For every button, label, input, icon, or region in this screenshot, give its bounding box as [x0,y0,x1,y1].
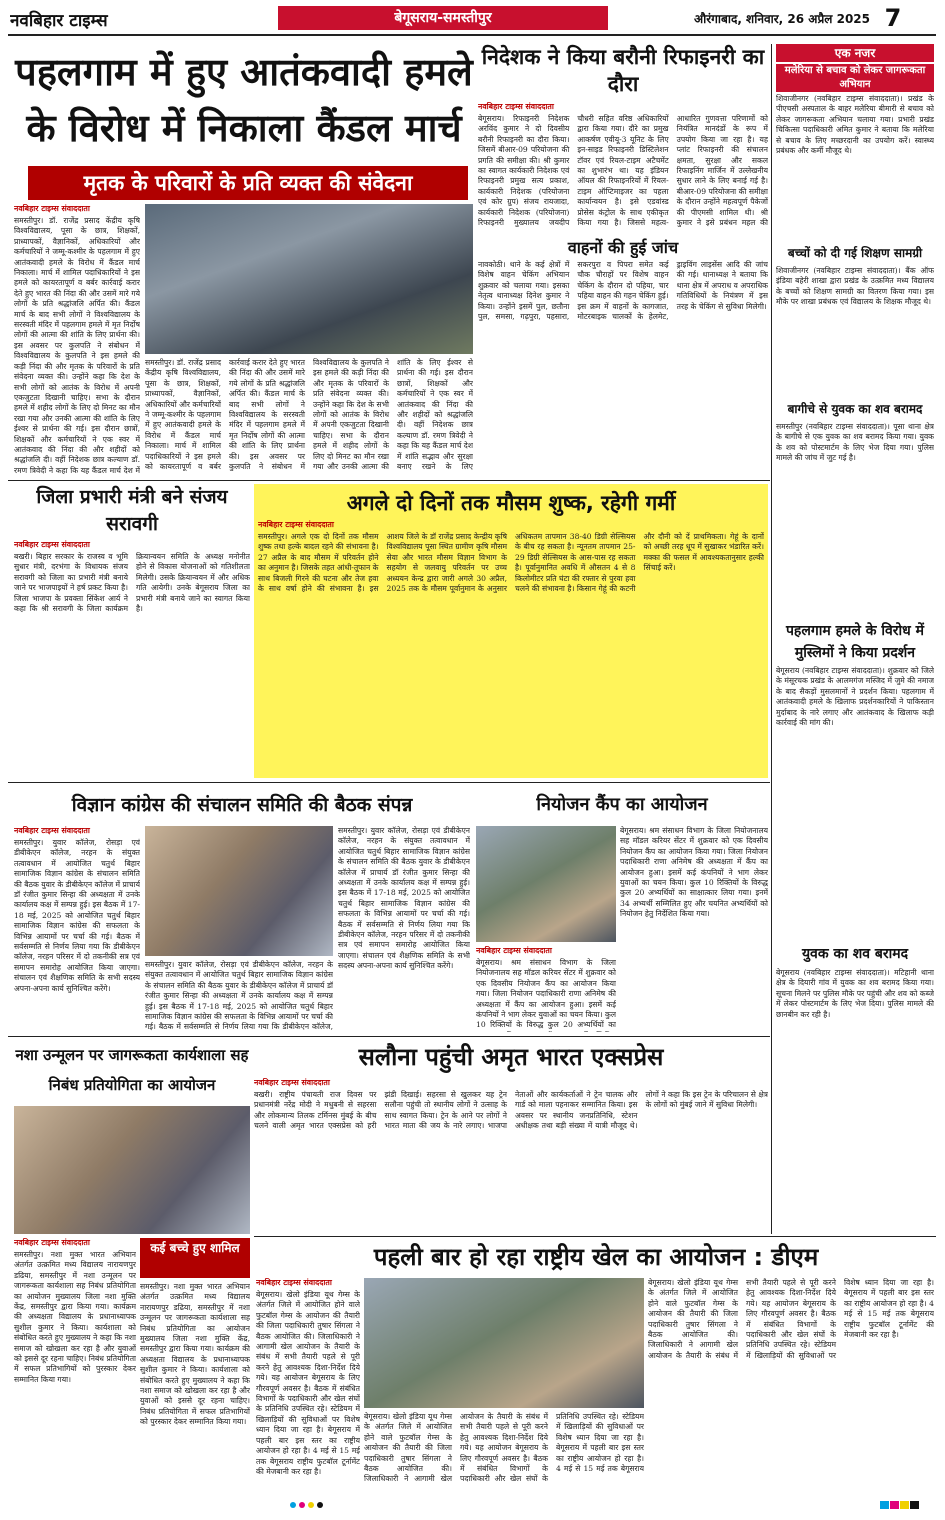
minister-headline: जिला प्रभारी मंत्री बने संजय सरावगी [36,486,228,535]
minister-story [14,540,250,780]
minister-body: बखरी। बिहार सरकार के राजस्व व भूमि सुधार मंत्री, दरभंगा के विधायक संजय सरावगी को जिला का प्रभारी मंत्री बनाये जाने पर भाजपाइयों ने हर्ष प्रकट किया है। जिला भाजपा के प्रवक्ता सिंकेश आर्य ने कहा कि श्री सरावगी के जिला कार्यक्रम क्रियान्वयन समिति के अध्यक्ष मनोनीत होने से विकास योजनाओं को गतिशीलता मिलेगी। उसके क्रियान्वयन में और अधिक गति आयेगी। उनके बेगूसराय जिला का प्रभारी मंत्री बनाये जाने का स्वागत किया है। [14,552,250,614]
sports-story-left [256,1278,360,1492]
drug-body: समस्तीपुर। नशा मुक्त भारत अभियान अंतर्गत उत्क्रमित मध्य विद्यालय नारायणपुर डढिया, समस्तीपुर में नशा उन्मूलन पर जागरूकता कार्यशाला सह निबंध प्रतियोगिता का आयोजन मुख्यालय जिला नशा मुक्ति केंद्र, समस्तीपुर द्वारा किया गया। कार्यक्रम की अध्यक्षता विद्यालय के प्रधानाध्यापक सुशील कुमार ने किया। कार्यशाला को संबोधित करते हुए मुख्यालय ने कहा कि नशा समाज को खोखला कर रहा है और युवाओं को इससे दूर रहना चाहिए। निबंध प्रतियोगिता में सफल प्रतिभागियों को पुरस्कार देकर सम्मानित किया गया। [14,1250,136,1384]
drug-workshop-photo [14,1106,250,1234]
sidebar-label: एक नजर [776,44,934,62]
lead-text-col [14,204,140,476]
express-headline: सलौना पहुंची अमृत भारत एक्सप्रेस [358,1043,664,1071]
lead-byline: नवबिहार टाइम्स संवाददाता [14,204,90,213]
page-number: 7 [884,4,902,32]
sidebar-item-body-found-headline: युवक का शव बरामद [801,946,909,962]
lead-body-continued: समस्तीपुर। डॉ. राजेंद्र प्रसाद केंद्रीय कृषि विश्वविद्यालय, पूसा के छात्र, शिक्षकों, प्राध्यापकों, वैज्ञानिकों, अधिकारियों और कर्मचारियों ने जम्मू-कश्मीर के पहलगाम में हुए आतंकवादी हमले के विरोध में कैंडल मार्च निकाला। मार्च में शामिल पदाधिकारियों ने इस हमले को कायरतापूर्ण व बर्बर कार्रवाई करार देते हुए भारत की निंदा की और उसमें मारे गये लोगों के प्रति श्रद्धांजलि अर्पित की। कैंडल मार्च के बाद सभी लोगों ने विश्वविद्यालय के सरस्वती मंदिर में पहलगाम हमले में मृत निर्दोष लोगों की आत्मा की शांति के लिए प्रार्थना की। इस अवसर पर कुलपति ने संबोधन में विश्वविद्यालय के कुलपति ने इस हमले की कड़ी निंदा की और मृतक के परिवारों के प्रति संवेदना व्यक्त की। उन्होंने कहा कि देश के सभी लोगों को आतंक के विरोध में अपनी एकजुटता दिखानी चाहिए। सभा के दौरान हमले में शहीद लोगों के लिए दो मिनट का मौन रखा गया और उनकी आत्मा की शांति के लिए ईश्वर से प्रार्थना की गई। इस दौरान छात्रों, शिक्षकों और कर्मचारियों ने एक स्वर में आतंकवाद की निंदा की और शहीदों को श्रद्धांजलि दी। वहीं निदेशक छात्र कल्याण डॉ. रमण त्रिवेदी ने कहा कि यह कैंडल मार्च देश में शांति सद्भाव और सुरक्षा बनाए रखने के लिए [145,358,473,472]
sports-byline: नवबिहार टाइम्स संवाददाता [256,1278,332,1287]
science-body-continued: समस्तीपुर। युवार कॉलेज, रोसड़ा एवं डीबीकेएन कॉलेज, नरहन के संयुक्त तत्वावधान में आयोजित चतुर्थ बिहार सामाजिक विज्ञान कांग्रेस के संचालन समिति की बैठक युवार के डीबीकेएन कॉलेज में प्राचार्य डॉ रंजीत कुमार सिन्हा की अध्यक्षता में उनके कार्यालय कक्ष में सम्पन्न हुई। इस बैठक में 17-18 मई, 2025 को आयोजित चतुर्थ बिहार सामाजिक विज्ञान कांग्रेस की सफलता के विभिन्न आयामों पर चर्चा की गई। बैठक में सर्वसम्मति से निर्णय लिया गया कि डीबीकेएन कॉलेज, [145,960,333,1032]
employment-byline: नवबिहार टाइम्स संवाददाता [476,946,552,955]
dateline: औरंगाबाद, शनिवार, 26 अप्रैल 2025 [693,12,870,26]
science-body: समस्तीपुर। युवार कॉलेज, रोसड़ा एवं डीबीकेएन कॉलेज, नरहन के संयुक्त तत्वावधान में आयोजित चतुर्थ बिहार सामाजिक विज्ञान कांग्रेस के संचालन समिति की बैठक युवार के डीबीकेएन कॉलेज में प्राचार्य डॉ रंजीत कुमार सिन्हा की अध्यक्षता में उनके कार्यालय कक्ष में सम्पन्न हुई। इस बैठक में 17-18 मई, 2025 को आयोजित चतुर्थ बिहार सामाजिक विज्ञान कांग्रेस की सफलता के विभिन्न आयामों पर चर्चा की गई। बैठक में सर्वसम्मति से निर्णय लिया गया कि डीबीकेएन कॉलेज, नरहन परिसर में दो तकनीकी सत्र एवं समापन समारोह आयोजित किया जाएगा। संचालन एवं शैक्षणिक समिति के सभी सदस्य अपना-अपना कार्य सुनिश्चित करेंगे। [14,838,140,993]
express-byline: नवबिहार टाइम्स संवाददाता [254,1078,330,1087]
drug-headline: नशा उन्मूलन पर जागरूकता कार्यशाला सह निबंध प्रतियोगिता का आयोजन [15,1046,249,1094]
employment-headline: नियोजन कैंप का आयोजन [536,794,708,815]
employment-body-right: बेगूसराय। श्रम संसाधन विभाग के जिला नियोजनालय सह मॉडल करियर सेंटर में शुक्रवार को एक दिवसीय नियोजन कैंप का आयोजन किया गया। जिला नियोजन पदाधिकारी राणा अनिमेष की अध्यक्षता में कैंप का आयोजन हुआ। इसमें कई कंपनियों ने भाग लेकर युवाओं का चयन किया। कुल 10 रिक्तियों के विरुद्ध कुल 20 अभ्यर्थियों का साक्षात्कार लिया गया। इनमें 34 अभ्यर्थी सम्मिलित हुए और चयनित अभ्यर्थियों को नियोजन हेतु निर्देशित किया गया। [620,826,768,919]
refinery-story [478,102,768,234]
paper-name: नवबिहार टाइम्स [10,11,108,30]
band-rule-4 [254,1236,936,1237]
refinery-byline: नवबिहार टाइम्स संवाददाता [478,102,554,111]
drug-story [14,1238,136,1492]
sidebar-item-education-body: शिवाजीनगर (नवबिहार टाइम्स संवाददाता)। बैंक ऑफ इंडिया बहेरी शाखा द्वारा प्रखंड के उत्क्रमित मध्य विद्यालय के बच्चों को शिक्षण सामग्री का वितरण किया गया। इस मौके पर शाखा प्रबंधक एवं विद्यालय के शिक्षक मौजूद थे। [776,266,934,307]
science-byline: नवबिहार टाइम्स संवाददाता [14,826,90,835]
sports-body-under-photo: बेगूसराय। खेलो इंडिया यूथ गेम्स के अंतर्गत जिले में आयोजित होने वाले फुटबॉल गेम्स के आयोजन की तैयारी की जिला पदाधिकारी तुषार सिंगला ने बैठक आयोजित की। जिलाधिकारी ने आगामी खेल आयोजन के तैयारी के संबंध में सभी तैयारी पहले से पूरी करने हेतु आवश्यक दिशा-निर्देश दिये गये। यह आयोजन बेगूसराय के लिए गौरवपूर्ण अवसर है। बैठक में संबंधित विभागों के पदाधिकारी और खेल संघों के प्रतिनिधि उपस्थित रहे। स्टेडियम में खिलाड़ियों की सुविधाओं पर विशेष ध्यान दिया जा रहा है। बेगूसराय में पहली बार इस स्तर का राष्ट्रीय आयोजन हो रहा है। 4 मई से 15 मई तक बेगूसराय [364,1412,644,1484]
sidebar-item-garden-body: समस्तीपुर (नवबिहार टाइम्स संवाददाता)। पूसा थाना क्षेत्र के बागीचे से एक युवक का शव बरामद किया गया। युवक के शव को पोस्टमार्टम के लिए भेज दिया गया। पुलिस मामले की जांच में जुट गई है। [776,422,934,463]
sidebar-item-protest-headline: पहलगाम हमले के विरोध में मुस्लिमों ने किया प्रदर्शन [785,623,925,661]
science-story [14,826,140,1032]
science-headline: विज्ञान कांग्रेस की संचालन समिति की बैठक संपन्न [71,794,413,816]
weather-headline: अगले दो दिनों तक मौसम शुष्क, रहेगी गर्मी [346,491,676,515]
employment-body: बेगूसराय। श्रम संसाधन विभाग के जिला नियोजनालय सह मॉडल करियर सेंटर में शुक्रवार को एक दिवसीय नियोजन कैंप का आयोजन किया गया। जिला नियोजन पदाधिकारी राणा अनिमेष की अध्यक्षता में कैंप का आयोजन हुआ। इसमें कई कंपनियों ने भाग लेकर युवाओं का चयन किया। कुल 10 रिक्तियों के विरुद्ध कुल 20 अभ्यर्थियों का [476,958,616,1030]
band-rule-3 [8,1036,770,1037]
section-banner: बेगूसराय-समस्तीपुर [278,6,608,30]
sidebar-item-body-found-body: बेगूसराय (नवबिहार टाइम्स संवाददाता)। मटिहानी थाना क्षेत्र के दियारी गांव में युवक का शव बरामद किया गया। सूचना मिलने पर पुलिस मौके पर पहुंची और शव को कब्जे में लेकर पोस्टमार्टम के लिए भेज दिया। पुलिस मामले की छानबीन कर रही है। [776,968,934,1019]
minister-byline: नवबिहार टाइम्स संवाददाता [14,540,90,549]
masthead [0,0,945,36]
sidebar-item-protest-body: बेगूसराय (नवबिहार टाइम्स संवाददाता)। शुक्रवार को जिले के मंसूरचक प्रखंड के आलमगंज मस्जिद में जुमे की नमाज के बाद सैकड़ों मुसलमानों ने प्रदर्शन किया। पहलगाम में आतंकवादी हमले के खिलाफ प्रदर्शनकारियों ने पाकिस्तान मुर्दाबाद के नारे लगाए और आतंकवाद के खिलाफ कड़ी कार्रवाई की मांग की। [776,666,934,728]
masthead-rule [8,34,936,36]
sidebar-item-education-headline: बच्चों को दी गई शिक्षण सामग्री [787,246,923,260]
sports-meeting-photo [364,1278,644,1408]
lead-body: समस्तीपुर। डॉ. राजेंद्र प्रसाद केंद्रीय कृषि विश्वविद्यालय, पूसा के छात्र, शिक्षकों, प्राध्यापकों, वैज्ञानिकों, अधिकारियों और कर्मचारियों ने जम्मू-कश्मीर के पहलगाम में हुए आतंकवादी हमले के विरोध में कैंडल मार्च निकाला। मार्च में शामिल पदाधिकारियों ने इस हमले को कायरतापूर्ण व बर्बर कार्रवाई करार देते हुए भारत की निंदा की और उसमें मारे गये लोगों के प्रति श्रद्धांजलि अर्पित की। कैंडल मार्च के बाद सभी लोगों ने विश्वविद्यालय के सरस्वती मंदिर में पहलगाम हमले में मृत निर्दोष लोगों की आत्मा की शांति के लिए प्रार्थना की। इस अवसर पर कुलपति ने संबोधन में विश्वविद्यालय के कुलपति ने इस हमले की कड़ी निंदा की और मृतक के परिवारों के प्रति संवेदना व्यक्त की। उन्होंने कहा कि देश के सभी लोगों को आतंक के विरोध में अपनी एकजुटता दिखानी चाहिए। सभा के दौरान हमले में शहीद लोगों के लिए दो मिनट का मौन रखा गया और उनकी आत्मा की शांति के लिए ईश्वर से प्रार्थना की गई। इस दौरान छात्रों, शिक्षकों और कर्मचारियों ने एक स्वर में आतंकवाद की निंदा की और शहीदों को श्रद्धांजलि दी। वहीं निदेशक छात्र कल्याण डॉ. रमण त्रिवेदी ने कहा कि यह कैंडल मार्च देश में [14,216,140,475]
refinery-body: बेगूसराय। रिफाइनरी निदेशक अरविंद कुमार ने दो दिवसीय बरौनी रिफाइनरी का दौरा किया। जिसमें बीआर-09 परियोजना की प्रगति की समीक्षा की। श्री कुमार का स्वागत कार्यकारी निदेशक एवं रिफाइनरी प्रमुख सत्य प्रकाश, कार्यकारी निदेशक (परियोजना एवं कोर ग्रुप) संजय रायजादा, कार्यकारी निदेशक (परियोजना) रिफाइनरी मुख्यालय जयदीप चौधरी सहित वरिष्ठ अधिकारियों द्वारा किया गया। दौरे का प्रमुख आकर्षण एवीयू-3 यूनिट के लिए इन-साइड रिफाइनरी डिस्टिलेशन टॉवर एवं रियल-टाइम अटैचमेंट का शुभारंभ था। यह इंडियन ऑयल की रिफाइनरियों में रियल-टाइम ऑप्टिमाइजर का पहला कार्यान्वयन है। इसे एडवांस्ड प्रोसेस कंट्रोल के साथ एकीकृत किया गया है। जिससे महत्व-आधारित गुणवत्ता परिणामों को नियंत्रित मानदंडों के रूप में उपयोग किया जा रहा है। यह प्लांट रिफाइनरी की संचालन क्षमता, सुरक्षा और सकल रिफाइनिंग मार्जिन में उल्लेखनीय सुधार लाने के लिए बनाई गई है। बीआर-09 परियोजना की समीक्षा के दौरान उन्होंने महत्वपूर्ण पैकेजों की पीएमसी शामिल थी। श्री कुमार ने इसे प्रबंधन महल की [478,114,768,228]
sports-body-right: बेगूसराय। खेलो इंडिया यूथ गेम्स के अंतर्गत जिले में आयोजित होने वाले फुटबॉल गेम्स के आयोजन की तैयारी की जिला पदाधिकारी तुषार सिंगला ने बैठक आयोजित की। जिलाधिकारी ने आगामी खेल आयोजन के तैयारी के संबंध में सभी तैयारी पहले से पूरी करने हेतु आवश्यक दिशा-निर्देश दिये गये। यह आयोजन बेगूसराय के लिए गौरवपूर्ण अवसर है। बैठक में संबंधित विभागों के पदाधिकारी और खेल संघों के प्रतिनिधि उपस्थित रहे। स्टेडियम में खिलाड़ियों की सुविधाओं पर विशेष ध्यान दिया जा रहा है। बेगूसराय में पहली बार इस स्तर का राष्ट्रीय आयोजन हो रहा है। 4 मई से 15 मई तक बेगूसराय राष्ट्रीय फुटबॉल टूर्नामेंट की मेजबानी कर रहा है। [648,1278,934,1360]
sidebar-divider [771,44,772,1234]
vehicle-check-headline: वाहनों की हुई जांच [567,238,679,257]
employment-photo [476,826,616,942]
print-registration-marks [290,1500,920,1510]
employment-story [476,946,616,1032]
sidebar-item-malaria-body: शिवाजीनगर (नवबिहार टाइम्स संवाददाता)। प्रखंड के पीएचसी अस्पताल के बाहर मलेरिया बीमारी से बचाव को लेकर जागरूकता अभियान चलाया गया। प्रभारी प्रखंड चिकित्सा पदाधिकारी अमित कुमार ने बताया कि मलेरिया से बचाव के लिए मच्छरदानी का उपयोग करें। स्वास्थ्य प्रबंधक और कर्मी मौजूद थे। [776,94,934,156]
refinery-headline: निदेशक ने किया बरौनी रिफाइनरी का दौरा [481,45,765,96]
express-story [254,1078,768,1232]
express-body: बखरी। राष्ट्रीय पंचायती राज दिवस पर प्रधानमंत्री नरेंद्र मोदी ने मधुबनी से सहरसा और लोकमान्य तिलक टर्मिनस मुंबई के बीच चलने वाली अमृत भारत एक्सप्रेस को हरी झंडी दिखाई। सहरसा से खुलकर यह ट्रेन सलौना पहुंची तो स्थानीय लोगों ने उत्साह के साथ स्वागत किया। ट्रेन के आने पर लोगों ने भारत माता की जय के नारे लगाए। भाजपा नेताओं और कार्यकर्ताओं ने ट्रेन चालक और गार्ड को माला पहनाकर सम्मानित किया। इस अवसर पर स्थानीय जनप्रतिनिधि, स्टेशन अधीक्षक तथा बड़ी संख्या में यात्री मौजूद थे। लोगों ने कहा कि इस ट्रेन के परिचालन से क्षेत्र के लोगों को मुंबई जाने में सुविधा मिलेगी। [254,1090,768,1131]
lead-subhead: मृतक के परिवारों के प्रति व्यक्त की संवेदना [28,166,468,200]
weather-byline: नवबिहार टाइम्स संवाददाता [258,520,334,529]
band-rule-1 [8,480,770,481]
drug-caption: कई बच्चे हुए शामिल [140,1238,250,1278]
sidebar-item-garden-headline: बागीचे से युवक का शव बरामद [787,402,923,416]
band-rule-2 [8,782,770,783]
lead-headline: पहलगाम में हुए आतंकवादी हमले के विरोध में निकाला कैंडल मार्च [15,50,473,150]
weather-story [258,520,764,774]
sports-headline: पहली बार हो रहा राष्ट्रीय खेल का आयोजन : डीएम [373,1243,819,1271]
weather-body: समस्तीपुर। अगले एक दो दिनों तक मौसम शुष्क तथा हल्के बादल रहने की संभावना है। 27 अप्रैल के बाद मौसम में परिवर्तन होने का अनुमान है। जिसके तहत आंधी-तूफान के साथ बिजली गिरने की घटना और तेज हवा के साथ वर्षा होने की संभावना है। इस आशय जिले के डॉ राजेंद्र प्रसाद केन्द्रीय कृषि विश्वविद्यालय पूसा स्थित ग्रामीण कृषि मौसम सेवा और भारत मौसम विज्ञान विभाग के सहयोग से जलवायु परिवर्तन पर उच्च अध्ययन केन्द्र द्वारा जारी अगले 30 अप्रैल, 2025 तक के मौसम पूर्वानुमान के अनुसार अधिकतम तापमान 38-40 डिग्री सेल्सियस के बीच रह सकता है। न्यूनतम तापमान 25-29 डिग्री सेल्सियस के आस-पास रह सकता है। पूर्वानुमानित अवधि में औसतन 4 से 8 किलोमीटर प्रति घंटा की रफ्तार से पुरवा हवा चलने की संभावना है। किसान गेहूं की कटनी और दौनी को दें प्राथमिकता। गेहूं के दानों को अच्छी तरह धूप में सुखाकर भंडारित करें। मक्का की फसल में आवश्यकतानुसार हल्की सिंचाई करें। [258,532,764,594]
science-meeting-photo [145,826,333,956]
vehicle-check-body: नावकोठी। थाने के कई क्षेत्रों में विशेष वाहन चेकिंग अभियान शुक्रवार को चलाया गया। इसका नेतृत्व थानाध्यक्ष दिनेश कुमार ने किया। उन्होंने इसमें पुल, छतौना पुल, समसा, गढ़पुरा, पहसारा, सकरपुरा व पिपरा समेत कई चौक चौराहों पर विशेष वाहन चेकिंग के दौरान दो पहिया, चार पहिया वाहन की गहन चेकिंग हुई। इस क्रम में वाहनों के कागजात, मोटरबाइक चालकों के हेलमेट, ड्राइविंग लाइसेंस आदि की जांच की गई। थानाध्यक्ष ने बताया कि थाना क्षेत्र में अपराध व अपराधिक गतिविधियों के नियंत्रण में इस तरह के चेकिंग से सुविधा मिलेगी। [478,260,768,322]
drug-body-right: समस्तीपुर। नशा मुक्त भारत अभियान अंतर्गत उत्क्रमित मध्य विद्यालय नारायणपुर डढिया, समस्तीपुर में नशा उन्मूलन पर जागरूकता कार्यशाला सह निबंध प्रतियोगिता का आयोजन मुख्यालय जिला नशा मुक्ति केंद्र, समस्तीपुर द्वारा किया गया। कार्यक्रम की अध्यक्षता विद्यालय के प्रधानाध्यापक सुशील कुमार ने किया। कार्यशाला को संबोधित करते हुए मुख्यालय ने कहा कि नशा समाज को खोखला कर रहा है और युवाओं को इससे दूर रहना चाहिए। निबंध प्रतियोगिता में सफल प्रतिभागियों को पुरस्कार देकर सम्मानित किया गया। [140,1282,250,1427]
drug-byline: नवबिहार टाइम्स संवाददाता [14,1238,90,1247]
science-body-right: समस्तीपुर। युवार कॉलेज, रोसड़ा एवं डीबीकेएन कॉलेज, नरहन के संयुक्त तत्वावधान में आयोजित चतुर्थ बिहार सामाजिक विज्ञान कांग्रेस के संचालन समिति की बैठक युवार के डीबीकेएन कॉलेज में प्राचार्य डॉ रंजीत कुमार सिन्हा की अध्यक्षता में उनके कार्यालय कक्ष में सम्पन्न हुई। इस बैठक में 17-18 मई, 2025 को आयोजित चतुर्थ बिहार सामाजिक विज्ञान कांग्रेस की सफलता के विभिन्न आयामों पर चर्चा की गई। बैठक में सर्वसम्मति से निर्णय लिया गया कि डीबीकेएन कॉलेज, नरहन परिसर में दो तकनीकी सत्र एवं समापन समारोह आयोजित किया जाएगा। संचालन एवं शैक्षणिक समिति के सभी सदस्य अपना-अपना कार्य सुनिश्चित करेंगे। [338,826,470,971]
candle-march-photo [145,204,473,354]
sidebar-item-malaria-headline: मलेरिया से बचाव को लेकर जागरूकता अभियान [776,64,934,92]
sports-body: बेगूसराय। खेलो इंडिया यूथ गेम्स के अंतर्गत जिले में आयोजित होने वाले फुटबॉल गेम्स के आयोजन की तैयारी की जिला पदाधिकारी तुषार सिंगला ने बैठक आयोजित की। जिलाधिकारी ने आगामी खेल आयोजन के तैयारी के संबंध में सभी तैयारी पहले से पूरी करने हेतु आवश्यक दिशा-निर्देश दिये गये। यह आयोजन बेगूसराय के लिए गौरवपूर्ण अवसर है। बैठक में संबंधित विभागों के पदाधिकारी और खेल संघों के प्रतिनिधि उपस्थित रहे। स्टेडियम में खिलाड़ियों की सुविधाओं पर विशेष ध्यान दिया जा रहा है। बेगूसराय में पहली बार इस स्तर का राष्ट्रीय आयोजन हो रहा है। 4 मई से 15 मई तक बेगूसराय राष्ट्रीय फुटबॉल टूर्नामेंट की मेजबानी कर रहा है। [256,1290,360,1476]
